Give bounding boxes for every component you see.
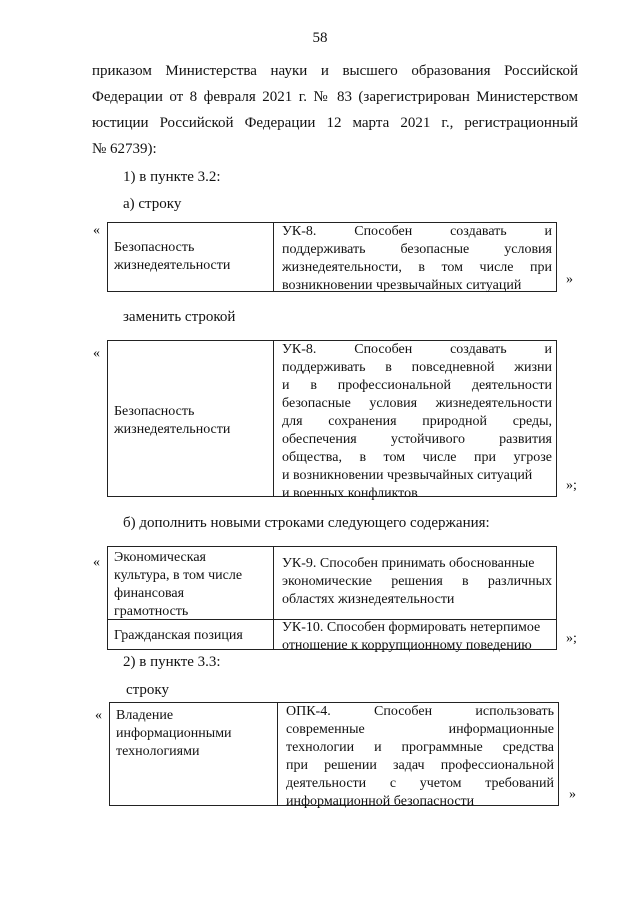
- table-cell-competency: [108, 223, 274, 291]
- quote-open: «: [95, 708, 102, 723]
- cell-line: УК-10. Способен формировать нетерпимое: [282, 620, 541, 635]
- cell-text: Безопасность: [114, 404, 195, 419]
- cell-line: УК-8. Способен создавать и: [282, 342, 552, 357]
- cell-line: жизнедеятельности, в том числе при: [282, 260, 552, 275]
- quote-close: »;: [566, 631, 577, 646]
- cell-line: УК-9. Способен принимать обоснованные: [282, 556, 535, 571]
- quote-close: »;: [566, 478, 577, 493]
- cell-line: ОПК-4. Способен использовать: [286, 704, 554, 719]
- cell-line: и в профессиональной деятельности: [282, 378, 552, 393]
- cell-text: финансовая: [114, 586, 185, 601]
- table-new-row: [107, 340, 557, 501]
- intro-line: Федерации от 8 февраля 2021 г. № 83 (зарегистрирован Министерством: [92, 89, 578, 105]
- page-number: 58: [312, 30, 328, 46]
- cell-line: при решении задач профессиональной: [286, 758, 554, 773]
- quote-open: «: [93, 555, 100, 570]
- table-cell-description: [282, 619, 552, 655]
- quote-open: «: [93, 346, 100, 361]
- cell-text: культура, в том числе: [114, 568, 243, 583]
- item-b: б) дополнить новыми строками следующего содержания:: [123, 515, 490, 531]
- cell-line: поддерживать в повседневной жизни: [282, 360, 552, 375]
- cell-text: Безопасность: [114, 240, 195, 255]
- item-2: 2) в пункте 3.3:: [123, 654, 221, 670]
- table-cell-competency-text: [114, 549, 270, 621]
- replace-label: заменить строкой: [123, 309, 236, 325]
- table-old-row: [107, 222, 557, 292]
- cell-line: УК-8. Способен создавать и: [282, 224, 552, 239]
- cell-text: информационными: [116, 726, 232, 741]
- item-a: а) строку: [123, 196, 182, 212]
- intro-line: юстиции Российской Федерации 12 марта 2021 г., регистрационный: [92, 115, 578, 131]
- cell-line: технологии и программные средства: [286, 740, 554, 755]
- cell-line: экономические решения в различных: [282, 574, 552, 589]
- quote-close: »: [566, 272, 573, 287]
- cell-line: деятельности с учетом требований: [286, 776, 554, 791]
- cell-line: и возникновении чрезвычайных ситуаций: [282, 468, 533, 483]
- cell-text: Гражданская позиция: [114, 628, 243, 643]
- cell-line: возникновении чрезвычайных ситуаций: [282, 278, 522, 293]
- cell-line: для сохранения природной среды,: [282, 414, 552, 429]
- intro-line: приказом Министерства науки и высшего образования Российской: [92, 63, 578, 79]
- cell-text: Владение: [116, 708, 174, 723]
- cell-text: жизнедеятельности: [114, 422, 231, 437]
- table-cell-competency-text: [114, 627, 270, 645]
- cell-line: отношение к коррупционному поведению: [282, 638, 532, 653]
- intro-line: № 62739):: [92, 141, 157, 157]
- item-row: строку: [126, 682, 169, 698]
- cell-line: безопасные условия жизнедеятельности: [282, 396, 552, 411]
- table-opk-row: [109, 702, 559, 809]
- cell-line: областях жизнедеятельности: [282, 592, 455, 607]
- cell-text: технологиями: [116, 744, 200, 759]
- table-added-rows: [107, 546, 557, 653]
- cell-text: жизнедеятельности: [114, 258, 231, 273]
- quote-open: «: [93, 223, 100, 238]
- cell-line: современные информационные: [286, 722, 554, 737]
- item-1: 1) в пункте 3.2:: [123, 169, 221, 185]
- cell-line: информационной безопасности: [286, 794, 475, 809]
- cell-line: и военных конфликтов: [282, 486, 418, 501]
- table-cell-description: [286, 703, 554, 811]
- table-cell-competency: [108, 341, 274, 496]
- table-cell-description: [282, 341, 552, 503]
- quote-close: »: [569, 787, 576, 802]
- cell-line: общества, в том числе при угрозе: [282, 450, 552, 465]
- cell-text: грамотность: [114, 604, 189, 619]
- table-cell-description: [282, 223, 552, 295]
- cell-line: обеспечения устойчивого развития: [282, 432, 552, 447]
- table-cell-description: [282, 555, 552, 609]
- cell-line: поддерживать безопасные условия: [282, 242, 552, 257]
- table-cell-competency: [110, 703, 278, 805]
- cell-text: Экономическая: [114, 550, 206, 565]
- intro-paragraph: [92, 58, 578, 162]
